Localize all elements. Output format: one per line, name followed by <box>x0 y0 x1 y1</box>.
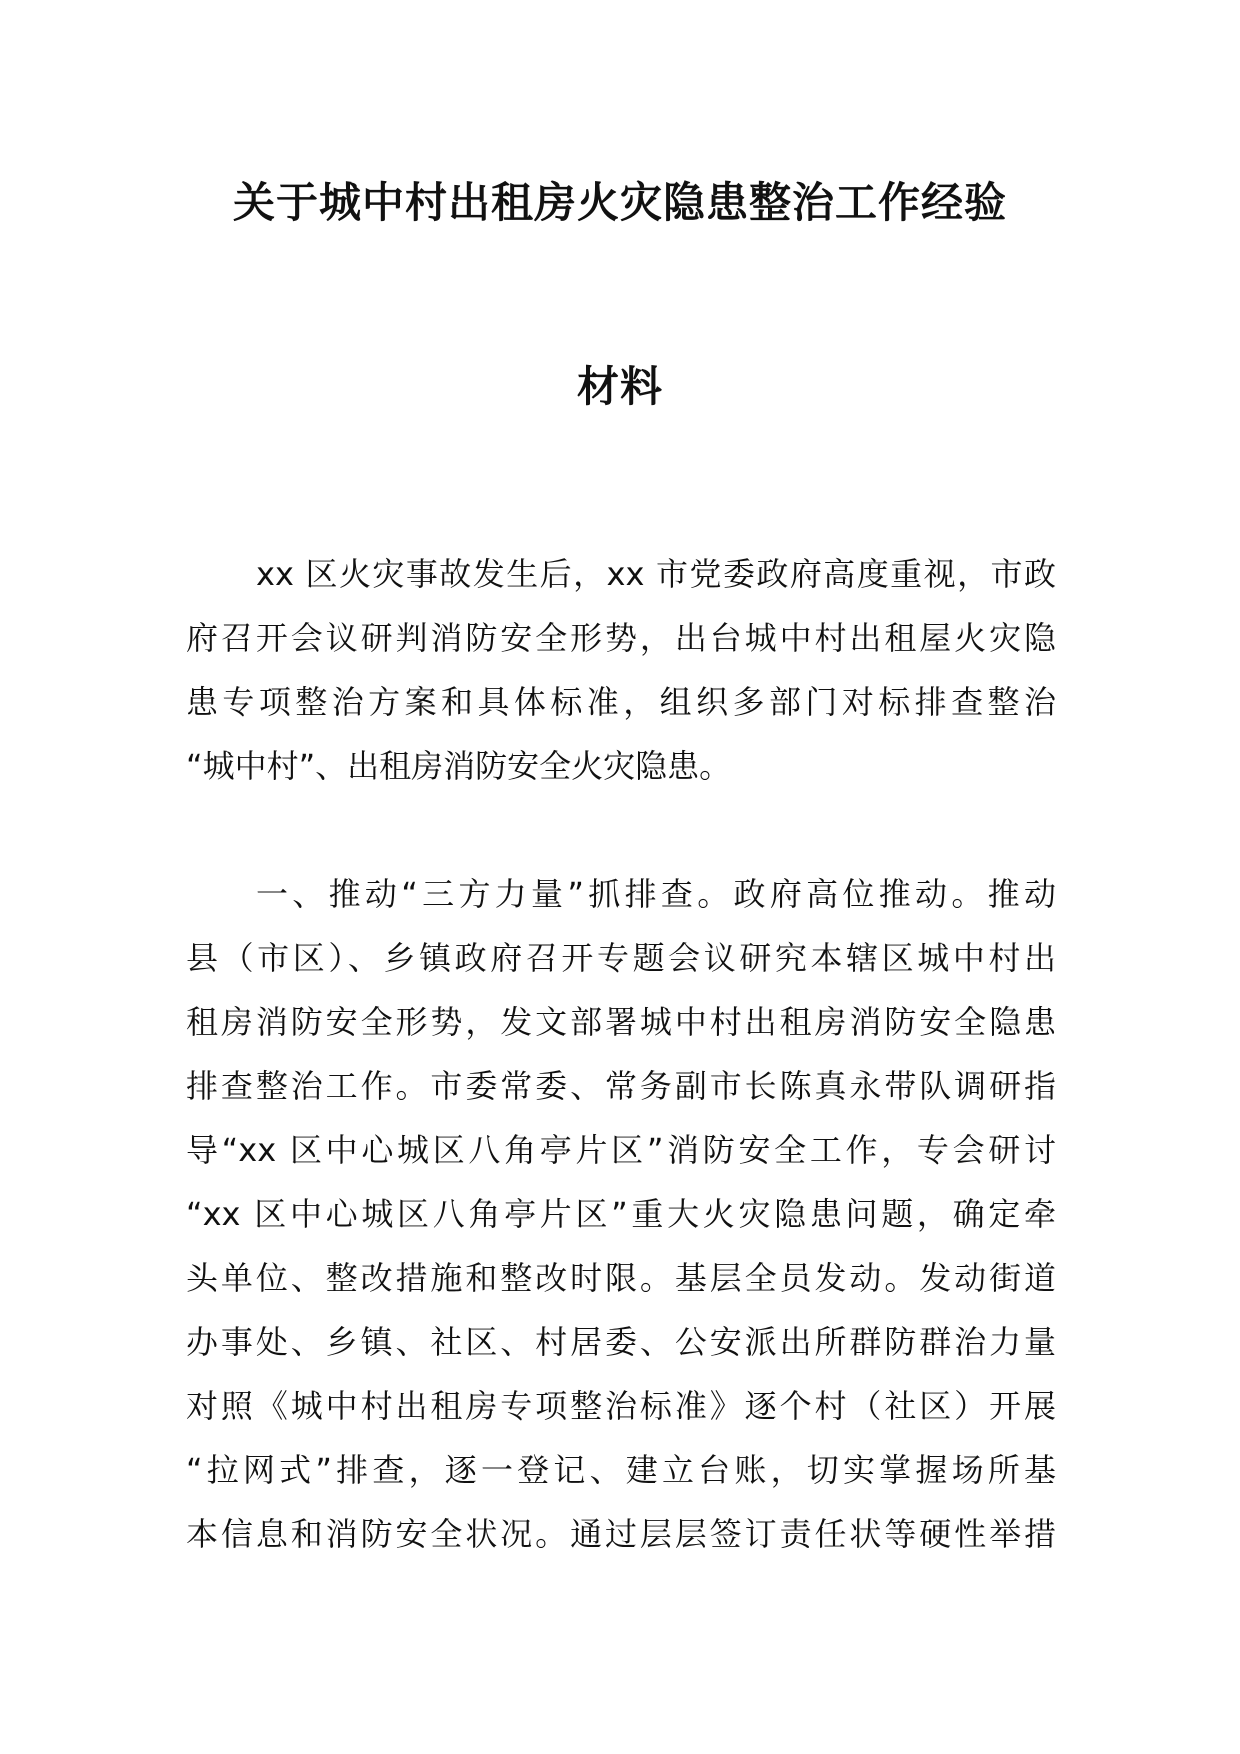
paragraph-2-line-8: 办事处、乡镇、社区、村居委、公安派出所群防群治力量 <box>186 1323 1056 1361</box>
paragraph-2-line-7: 头单位、整改措施和整改时限。基层全员发动。发动街道 <box>186 1259 1056 1297</box>
document-title-line-1: 关于城中村出租房火灾隐患整治工作经验 <box>232 178 1007 227</box>
paragraph-2-line-2: 县（市区）、乡镇政府召开专题会议研究本辖区城中村出 <box>186 939 1056 977</box>
paragraph-2-line-4: 排查整治工作。市委常委、常务副市长陈真永带队调研指 <box>186 1067 1056 1105</box>
paragraph-1-line-2: 府召开会议研判消防安全形势，出台城中村出租屋火灾隐 <box>186 619 1056 657</box>
paragraph-2-line-1: 一、推动“三方力量”抓排查。政府高位推动。推动 <box>256 875 1056 913</box>
paragraph-1-line-3: 患专项整治方案和具体标准，组织多部门对标排查整治 <box>186 683 1056 721</box>
paragraph-2-line-11: 本信息和消防安全状况。通过层层签订责任状等硬性举措 <box>186 1515 1056 1553</box>
paragraph-2-line-3: 租房消防安全形势，发文部署城中村出租房消防安全隐患 <box>186 1003 1056 1041</box>
document-title-line-2: 材料 <box>576 362 663 411</box>
paragraph-2-line-5: 导“xx 区中心城区八角亭片区”消防安全工作，专会研讨 <box>186 1131 1056 1169</box>
paragraph-2-line-9: 对照《城中村出租房专项整治标准》逐个村（社区）开展 <box>186 1387 1056 1425</box>
paragraph-1-line-1: xx 区火灾事故发生后，xx 市党委政府高度重视，市政 <box>256 555 1056 593</box>
paragraph-2-line-10: “拉网式”排查，逐一登记、建立台账，切实掌握场所基 <box>186 1451 1056 1489</box>
paragraph-1-line-4: “城中村”、出租房消防安全火灾隐患。 <box>186 747 732 785</box>
paragraph-2-line-6: “xx 区中心城区八角亭片区”重大火灾隐患问题，确定牵 <box>186 1195 1056 1233</box>
